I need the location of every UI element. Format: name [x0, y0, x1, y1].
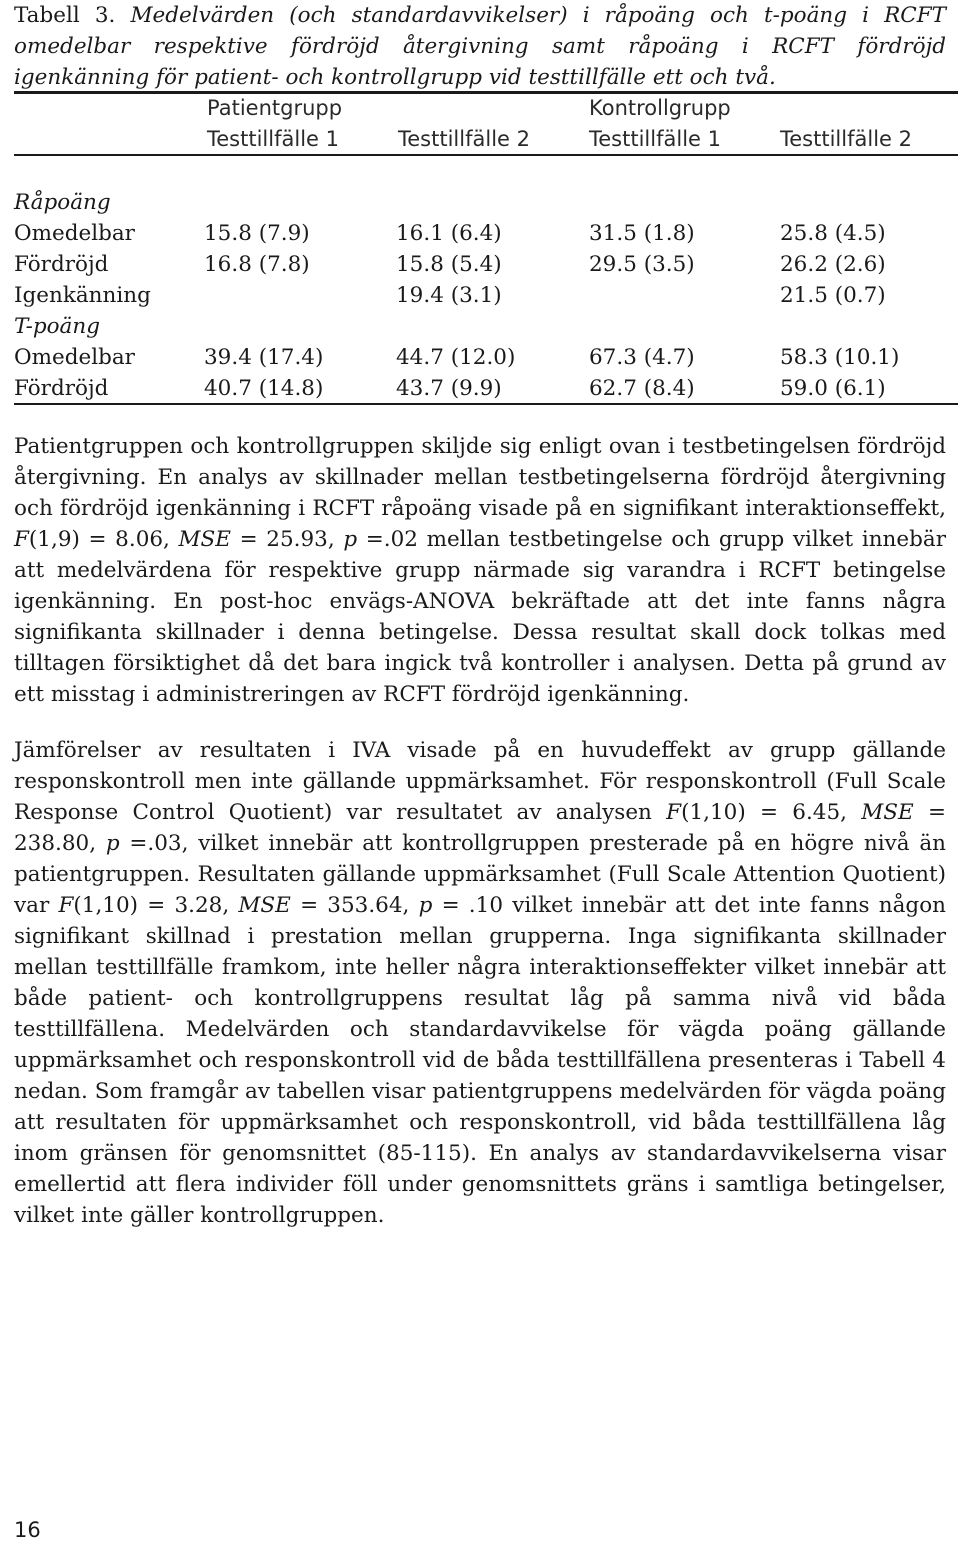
sub-header-control-t2: Testtillfälle 2: [780, 127, 912, 151]
p1-stat-F: F: [14, 527, 29, 552]
table-cell: 25.8 (4.5): [780, 221, 886, 246]
table-cell: 29.5 (3.5): [589, 252, 695, 277]
table-cell: 26.2 (2.6): [780, 252, 886, 277]
p2-text-f: = 353.64,: [290, 893, 419, 918]
row-label: Fördröjd: [14, 376, 109, 401]
p1-text-c: = 25.93,: [230, 527, 344, 552]
table-cell: 15.8 (5.4): [396, 252, 502, 277]
body-paragraph-1: [14, 431, 946, 710]
row-label: Igenkänning: [14, 283, 151, 308]
group-header-patient: Patientgrupp: [207, 96, 343, 120]
p2-text-e: (1,10) = 3.28,: [73, 893, 239, 918]
caption-text: Medelvärden (och standardavvikelser) i råpoäng och t-poäng i RCFT omedelbar respektive fördröjd återgivning samt råpoäng i RCFT fördröjd igenkänning för patient- och kontrollgrupp vid testtillfälle ett och två.: [14, 3, 946, 90]
p1-text-d: =.02 mellan testbetingelse och grupp vilket innebär att medelvärdena för respektive grupp närmade sig varandra i RCFT betingelse igenkänning. En post-hoc envägs-ANOVA bekräftade att det inte fanns några signifikanta skillnader i denna betingelse. Dessa resultat skall dock tolkas med tilltagen försiktighet då det bara ingick två kontroller i analysen. Detta på grund av ett misstag i administreringen av RCFT fördröjd igenkänning.: [14, 527, 946, 707]
table-top-rule: [14, 91, 958, 94]
row-label: Omedelbar: [14, 221, 135, 246]
table-cell: 67.3 (4.7): [589, 345, 695, 370]
table-cell: 62.7 (8.4): [589, 376, 695, 401]
body-paragraph-2: [14, 735, 946, 1231]
table-cell: 31.5 (1.8): [589, 221, 695, 246]
p2-stat-MSE2: MSE: [238, 893, 291, 918]
p1-text-a: Patientgruppen och kontrollgruppen skiljde sig enligt ovan i testbetingelsen fördröjd återgivning. En analys av skillnader mellan testbetingelserna fördröjd återgivning och fördröjd igenkänning i RCFT råpoäng visade på en signifikant interaktionseffekt,: [14, 434, 946, 521]
sub-header-patient-t1: Testtillfälle 1: [207, 127, 339, 151]
section-title-tpoang: T-poäng: [14, 314, 100, 339]
table-cell: 43.7 (9.9): [396, 376, 502, 401]
p2-text-d: =.03, vilket innebär att kontrollgruppen presterade på en högre nivå än patientgruppen. Resultaten gällande uppmärksamhet (Full Scale Attention Quotient) var: [14, 831, 946, 918]
table-bottom-rule: [14, 403, 958, 405]
table-header-rule: [14, 154, 958, 156]
table-cell: 59.0 (6.1): [780, 376, 886, 401]
p2-stat-F1: F: [666, 800, 682, 825]
table-cell: 58.3 (10.1): [780, 345, 900, 370]
caption-label: Tabell 3.: [14, 3, 116, 28]
p2-stat-F2: F: [58, 893, 74, 918]
table-cell: 16.8 (7.8): [204, 252, 310, 277]
row-label: Fördröjd: [14, 252, 109, 277]
p1-stat-MSE: MSE: [178, 527, 231, 552]
p2-stat-MSE1: MSE: [861, 800, 914, 825]
p2-text-c: = 238.80,: [14, 800, 946, 856]
page-number: 16: [14, 1518, 41, 1542]
table-cell: 44.7 (12.0): [396, 345, 516, 370]
section-title-rapoang: Råpoäng: [14, 190, 111, 215]
p2-stat-p2: p: [418, 893, 433, 918]
table-cell: 19.4 (3.1): [396, 283, 502, 308]
group-header-control: Kontrollgrupp: [589, 96, 731, 120]
p2-text-g: = .10 vilket innebär att det inte fanns någon signifikant skillnad i prestation mellan grupperna. Inga signifikanta skillnader mellan testtillfälle framkom, inte heller några interaktionseffekter vilket innebär att både patient- och kontrollgruppens resultat låg på samma nivå vid båda testtillfällena. Medelvärden och standardavvikelse för vägda poäng gällande uppmärksamhet och responskontroll vid de båda testtillfällena presenteras i Tabell 4 nedan. Som framgår av tabellen visar patientgruppens medelvärden för vägda poäng att resultaten för uppmärksamhet och responskontroll, vid båda testtillfällena låg inom gränsen för genomsnittet (85-115). En analys av standardavvikelserna visar emellertid att flera individer föll under genomsnittets gräns i samtliga betingelser, vilket inte gäller kontrollgruppen.: [14, 893, 946, 1228]
sub-header-control-t1: Testtillfälle 1: [589, 127, 721, 151]
p1-stat-p: p: [343, 527, 358, 552]
p2-text-b: (1,10) = 6.45,: [681, 800, 862, 825]
sub-header-patient-t2: Testtillfälle 2: [398, 127, 530, 151]
p2-text-a: Jämförelser av resultaten i IVA visade på en huvudeffekt av grupp gällande responskontroll men inte gällande uppmärksamhet. För responskontroll (Full Scale Response Control Quotient) var resultatet av analysen: [14, 738, 946, 825]
table-cell: 16.1 (6.4): [396, 221, 502, 246]
table-cell: 21.5 (0.7): [780, 283, 886, 308]
table-cell: 40.7 (14.8): [204, 376, 324, 401]
p2-stat-p1: p: [105, 831, 120, 856]
table-cell: 15.8 (7.9): [204, 221, 310, 246]
row-label: Omedelbar: [14, 345, 135, 370]
table-cell: 39.4 (17.4): [204, 345, 324, 370]
table-caption: [14, 0, 946, 93]
p1-text-b: (1,9) = 8.06,: [28, 527, 179, 552]
